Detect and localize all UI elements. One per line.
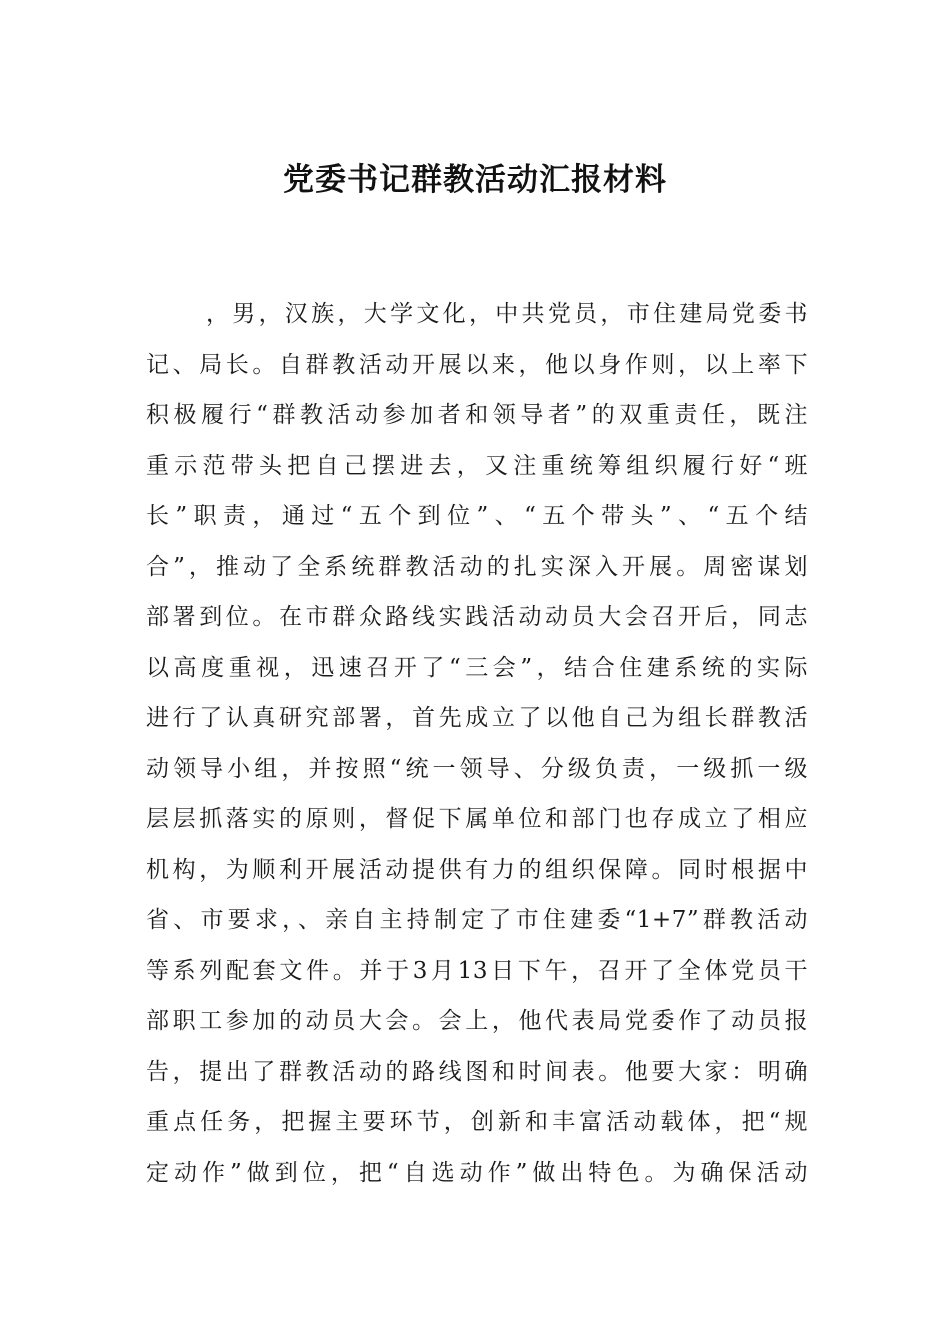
document-body	[146, 289, 808, 1198]
paragraph-line: 积极履行“群教活动参加者和领导者”的双重责任，既注	[146, 402, 808, 428]
paragraph-line: ，男，汉族，大学文化，中共党员，市住建局党委书	[206, 301, 808, 327]
paragraph-line: 省、市要求，、亲自主持制定了市住建委“1+7”群教活动	[146, 907, 808, 933]
document-title: 党委书记群教活动汇报材料	[283, 162, 667, 198]
paragraph-line: 长”职责，通过“五个到位”、“五个带头”、“五个结	[146, 503, 808, 529]
paragraph-line: 重点任务，把握主要环节，创新和丰富活动载体，把“规	[146, 1109, 808, 1135]
paragraph-line: 进行了认真研究部署，首先成立了以他自己为组长群教活	[146, 705, 808, 731]
paragraph-line: 机构，为顺利开展活动提供有力的组织保障。同时根据中	[146, 856, 808, 883]
paragraph-line: 记、局长。自群教活动开展以来，他以身作则，以上率下	[146, 351, 808, 378]
paragraph-line: 等系列配套文件。并于3月13日下午，召开了全体党员干	[146, 957, 808, 984]
paragraph-line: 重示范带头把自己摆进去，又注重统筹组织履行好“班	[146, 452, 808, 479]
paragraph-line: 动领导小组，并按照“统一领导、分级负责，一级抓一级	[146, 755, 808, 782]
paragraph-line: 合”，推动了全系统群教活动的扎实深入开展。周密谋划	[146, 553, 808, 580]
paragraph-line: 定动作”做到位，把“自选动作”做出特色。为确保活动	[146, 1159, 808, 1186]
paragraph-line: 层层抓落实的原则，督促下属单位和部门也存成立了相应	[146, 806, 808, 832]
paragraph-line: 部职工参加的动员大会。会上，他代表局党委作了动员报	[146, 1008, 808, 1034]
paragraph-line: 告，提出了群教活动的路线图和时间表。他要大家：明确	[146, 1058, 808, 1085]
paragraph-line: 部署到位。在市群众路线实践活动动员大会召开后，同志	[146, 604, 808, 630]
paragraph-line: 以高度重视，迅速召开了“三会”，结合住建系统的实际	[146, 654, 808, 681]
